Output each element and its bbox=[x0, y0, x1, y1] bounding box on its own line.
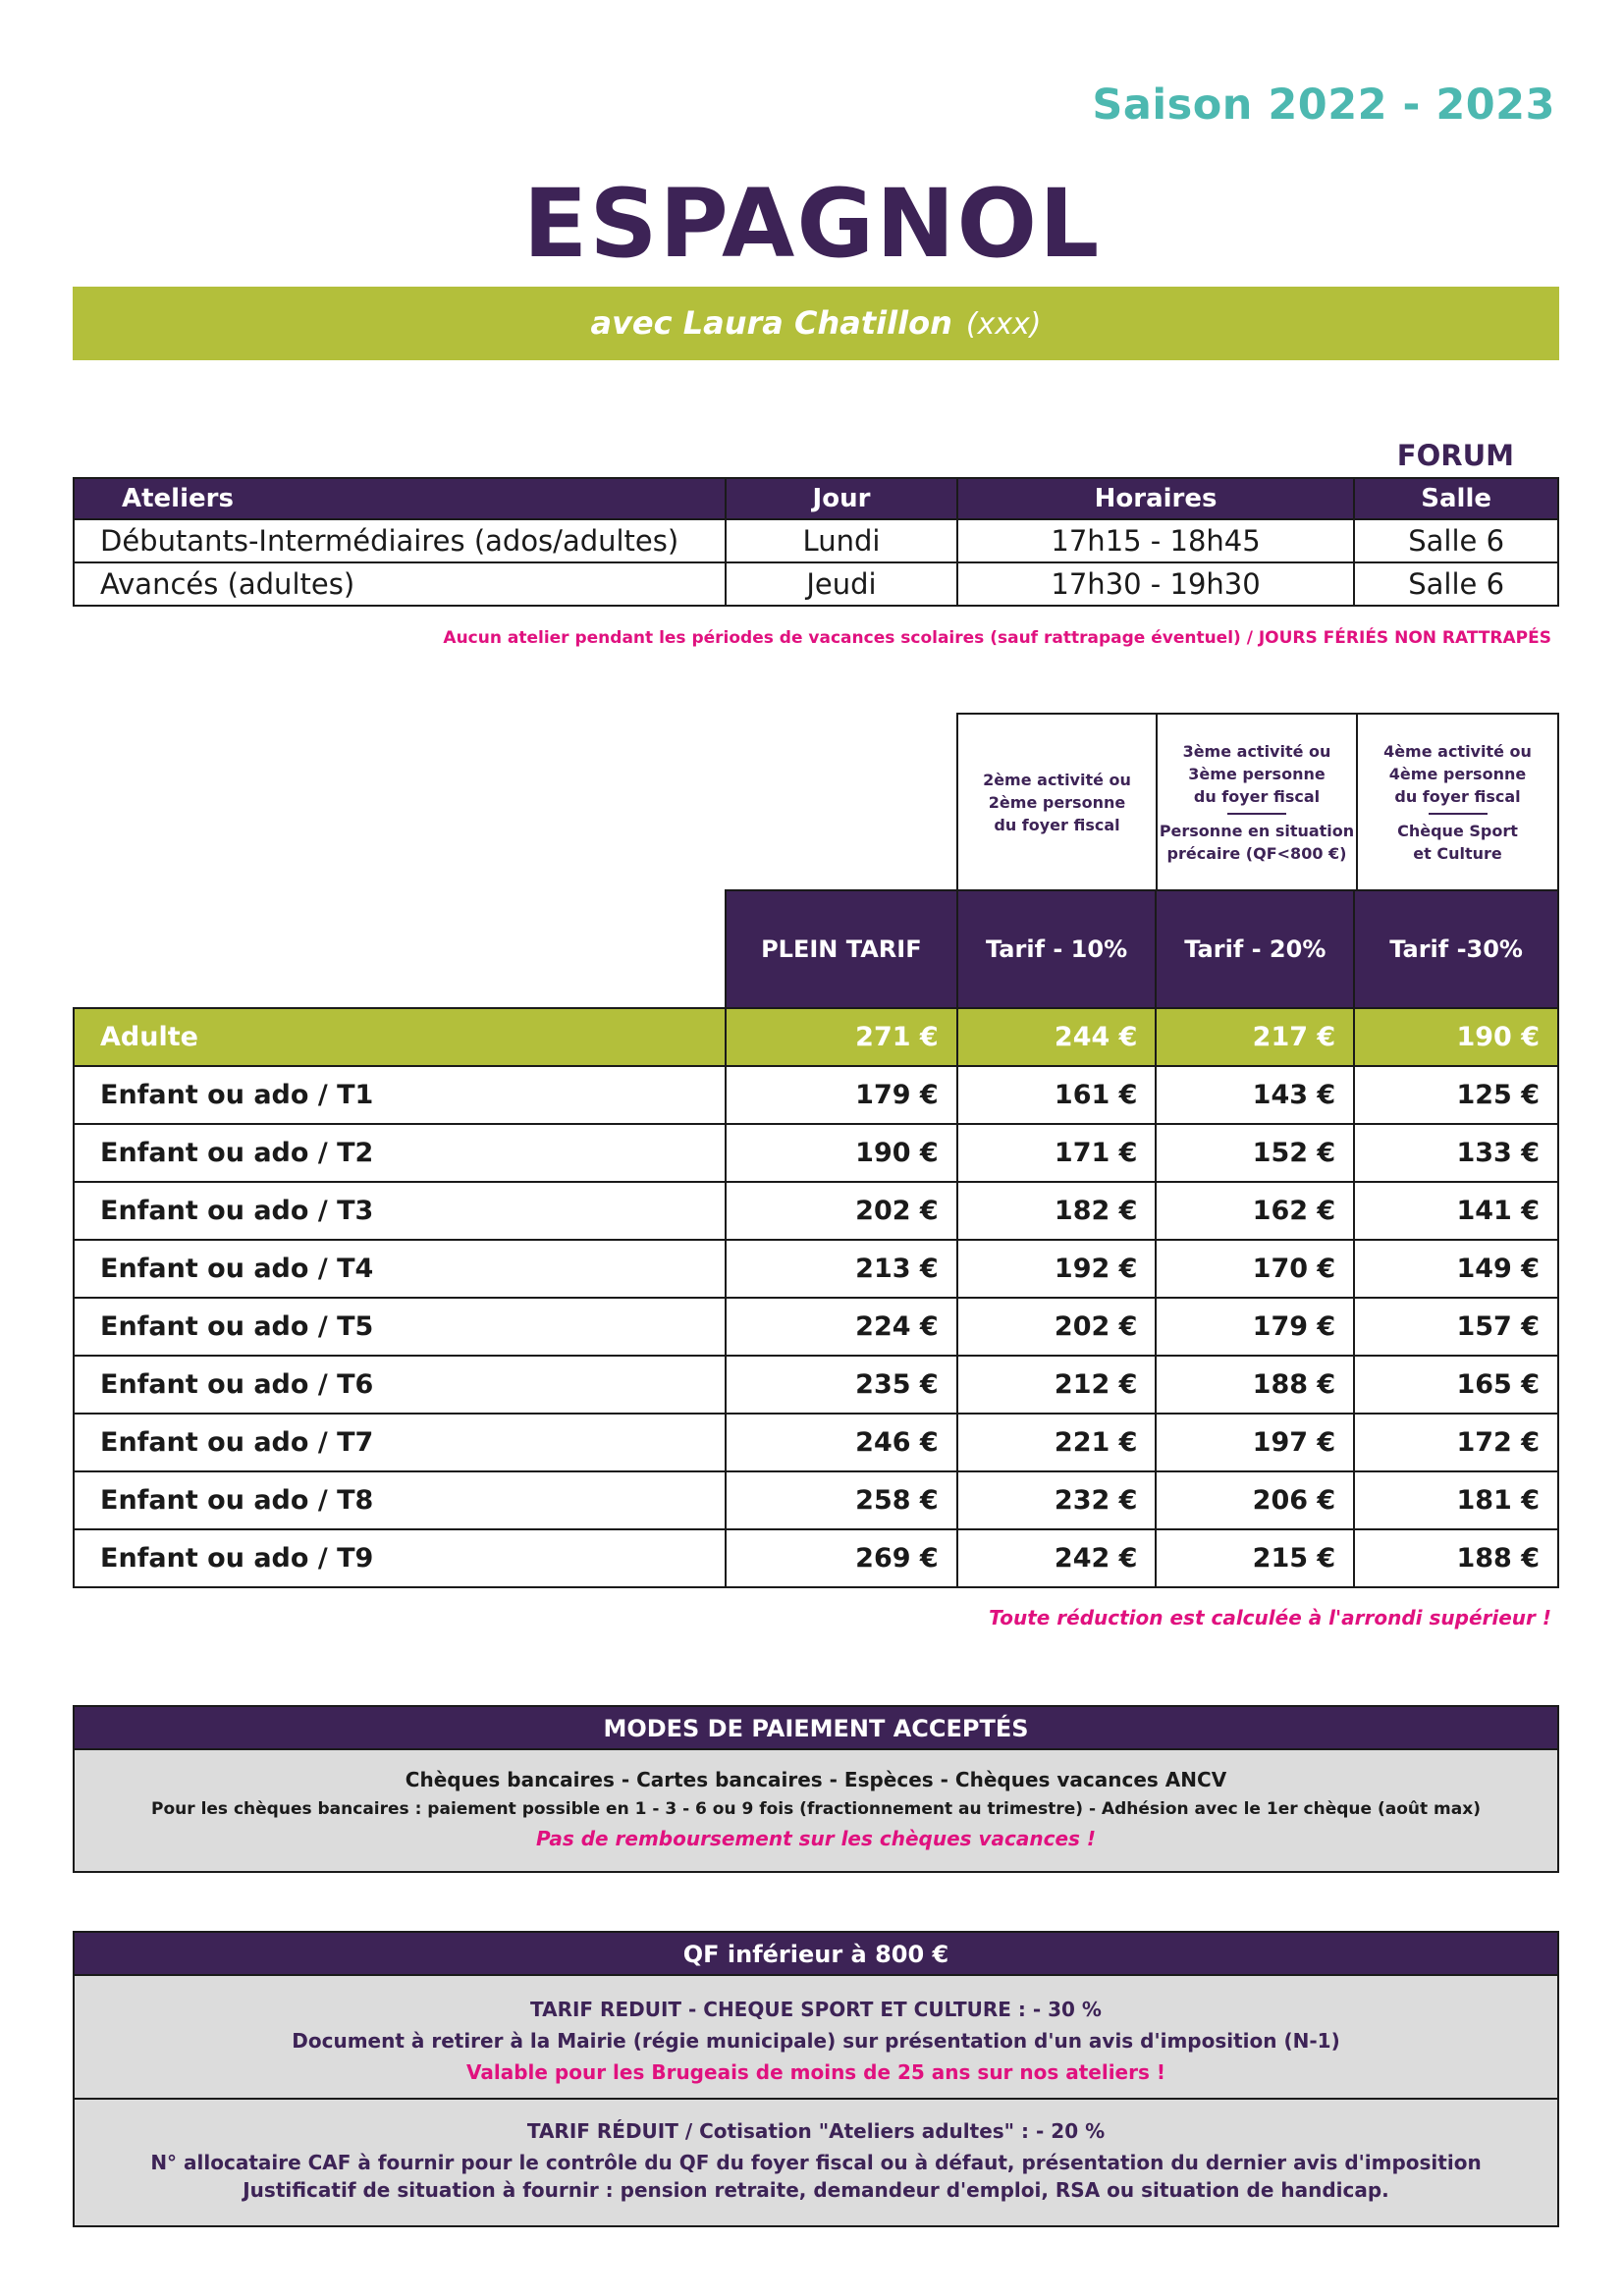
price-cell: 171 € bbox=[957, 1124, 1157, 1182]
price-row-label: Enfant ou ado / T2 bbox=[74, 1124, 726, 1182]
price-header: Tarif -30% bbox=[1354, 890, 1558, 1008]
rounding-note: Toute réduction est calculée à l'arrondi supérieur ! bbox=[989, 1606, 1551, 1629]
desc-line: 4ème activité ou bbox=[1383, 741, 1532, 761]
price-row-label: Enfant ou ado / T8 bbox=[74, 1471, 726, 1529]
price-cell: 242 € bbox=[957, 1529, 1157, 1587]
teacher-band bbox=[73, 287, 1559, 360]
desc-line: du foyer fiscal bbox=[1193, 786, 1321, 806]
price-cell: 246 € bbox=[726, 1414, 957, 1471]
price-row-label: Enfant ou ado / T4 bbox=[74, 1240, 726, 1298]
price-cell: 221 € bbox=[957, 1414, 1157, 1471]
payment-title: MODES DE PAIEMENT ACCEPTÉS bbox=[75, 1707, 1557, 1750]
payment-no-refund: Pas de remboursement sur les chèques vacances ! bbox=[535, 1827, 1097, 1850]
schedule-header: Jour bbox=[726, 478, 957, 519]
price-cell: 141 € bbox=[1354, 1182, 1558, 1240]
price-cell: 224 € bbox=[726, 1298, 957, 1356]
price-cell: 125 € bbox=[1354, 1066, 1558, 1124]
price-cell: 179 € bbox=[726, 1066, 957, 1124]
price-cell: 206 € bbox=[1156, 1471, 1354, 1529]
price-row-adult bbox=[74, 1008, 1558, 1066]
desc-line: 4ème personne bbox=[1388, 764, 1527, 783]
teacher-name: avec Laura Chatillon bbox=[590, 304, 952, 342]
price-row-label: Adulte bbox=[74, 1008, 726, 1066]
qf-s1-desc: Document à retirer à la Mairie (régie municipale) sur présentation d'un avis d'imposition (N-1) bbox=[292, 2029, 1340, 2053]
table-row bbox=[74, 562, 1558, 606]
price-cell: 197 € bbox=[1156, 1414, 1354, 1471]
desc-line: 2ème activité ou bbox=[983, 770, 1131, 789]
price-cell: 258 € bbox=[726, 1471, 957, 1529]
price-cell: 162 € bbox=[1156, 1182, 1354, 1240]
qf-box bbox=[73, 1931, 1559, 2227]
price-row-label: Enfant ou ado / T5 bbox=[74, 1298, 726, 1356]
price-cell: 133 € bbox=[1354, 1124, 1558, 1182]
table-row bbox=[74, 1124, 1558, 1182]
payment-cheque-info: Pour les chèques bancaires : paiement possible en 1 - 3 - 6 ou 9 fois (fractionnement au trimestre) - Adhésion avec le 1er chèque (août max) bbox=[151, 1799, 1481, 1819]
price-cell: 212 € bbox=[957, 1356, 1157, 1414]
price-cell: 165 € bbox=[1354, 1356, 1558, 1414]
price-row-label: Enfant ou ado / T7 bbox=[74, 1414, 726, 1471]
table-row bbox=[74, 1471, 1558, 1529]
season-label: Saison 2022 - 2023 bbox=[1092, 80, 1555, 130]
price-cell: 217 € bbox=[1156, 1008, 1354, 1066]
schedule-cell: Avancés (adultes) bbox=[74, 562, 726, 606]
discount-desc-col4 bbox=[1356, 713, 1559, 891]
price-table bbox=[73, 889, 1559, 1588]
qf-section-sport bbox=[75, 1976, 1557, 2100]
table-row bbox=[74, 1529, 1558, 1587]
price-cell: 143 € bbox=[1156, 1066, 1354, 1124]
price-cell: 179 € bbox=[1156, 1298, 1354, 1356]
qf-s2-desc1: N° allocataire CAF à fournir pour le contrôle du QF du foyer fiscal ou à défaut, présentation du dernier avis d'imposition bbox=[150, 2151, 1482, 2174]
price-row-label: Enfant ou ado / T3 bbox=[74, 1182, 726, 1240]
discount-desc-col3 bbox=[1156, 713, 1358, 891]
schedule-note: Aucun atelier pendant les périodes de vacances scolaires (sauf rattrapage éventuel) / JOURS FÉRIÉS NON RATTRAPÉS bbox=[443, 628, 1551, 648]
page-title: ESPAGNOL bbox=[522, 169, 1102, 279]
price-cell: 149 € bbox=[1354, 1240, 1558, 1298]
price-cell: 202 € bbox=[957, 1298, 1157, 1356]
price-cell: 188 € bbox=[1156, 1356, 1354, 1414]
table-row bbox=[74, 519, 1558, 562]
schedule-table bbox=[73, 477, 1559, 607]
table-row bbox=[74, 1182, 1558, 1240]
desc-line: Personne en situation bbox=[1159, 821, 1355, 840]
price-row-label: Enfant ou ado / T6 bbox=[74, 1356, 726, 1414]
schedule-header-row bbox=[74, 478, 1558, 519]
table-row bbox=[74, 1066, 1558, 1124]
price-header-row bbox=[74, 890, 1558, 1008]
qf-title: QF inférieur à 800 € bbox=[75, 1933, 1557, 1976]
price-row-label: Enfant ou ado / T9 bbox=[74, 1529, 726, 1587]
discount-desc-col2 bbox=[956, 713, 1158, 891]
price-cell: 188 € bbox=[1354, 1529, 1558, 1587]
table-row bbox=[74, 1298, 1558, 1356]
table-row bbox=[74, 1414, 1558, 1471]
price-cell: 161 € bbox=[957, 1066, 1157, 1124]
schedule-header: Salle bbox=[1354, 478, 1558, 519]
price-cell: 244 € bbox=[957, 1008, 1157, 1066]
price-cell: 190 € bbox=[726, 1124, 957, 1182]
desc-line: 2ème personne bbox=[988, 792, 1126, 812]
price-cell: 271 € bbox=[726, 1008, 957, 1066]
schedule-cell: 17h30 - 19h30 bbox=[957, 562, 1354, 606]
desc-separator bbox=[1227, 813, 1286, 815]
price-cell: 182 € bbox=[957, 1182, 1157, 1240]
table-row bbox=[74, 1240, 1558, 1298]
price-cell: 181 € bbox=[1354, 1471, 1558, 1529]
schedule-cell: 17h15 - 18h45 bbox=[957, 519, 1354, 562]
location-label: FORUM bbox=[1396, 439, 1514, 472]
price-row-label: Enfant ou ado / T1 bbox=[74, 1066, 726, 1124]
qf-s2-desc2: Justificatif de situation à fournir : pension retraite, demandeur d'emploi, RSA ou situation de handicap. bbox=[243, 2178, 1389, 2202]
price-header: Tarif - 10% bbox=[957, 890, 1157, 1008]
price-cell: 190 € bbox=[1354, 1008, 1558, 1066]
price-cell: 170 € bbox=[1156, 1240, 1354, 1298]
desc-line: du foyer fiscal bbox=[1394, 786, 1521, 806]
schedule-cell: Jeudi bbox=[726, 562, 957, 606]
table-row bbox=[74, 1356, 1558, 1414]
qf-s1-note: Valable pour les Brugeais de moins de 25 ans sur nos ateliers ! bbox=[466, 2060, 1165, 2084]
schedule-cell: Débutants-Intermédiaires (ados/adultes) bbox=[74, 519, 726, 562]
desc-line: précaire (QF<800 €) bbox=[1166, 843, 1347, 863]
price-cell: 157 € bbox=[1354, 1298, 1558, 1356]
schedule-cell: Lundi bbox=[726, 519, 957, 562]
price-cell: 269 € bbox=[726, 1529, 957, 1587]
schedule-cell: Salle 6 bbox=[1354, 519, 1558, 562]
price-cell: 215 € bbox=[1156, 1529, 1354, 1587]
price-header: PLEIN TARIF bbox=[726, 890, 957, 1008]
payment-box bbox=[73, 1705, 1559, 1873]
qf-s1-title: TARIF REDUIT - CHEQUE SPORT ET CULTURE : - 30 % bbox=[530, 1998, 1102, 2021]
desc-line: 3ème personne bbox=[1188, 764, 1326, 783]
schedule-header: Ateliers bbox=[74, 478, 726, 519]
price-header: Tarif - 20% bbox=[1156, 890, 1354, 1008]
price-cell: 213 € bbox=[726, 1240, 957, 1298]
payment-methods: Chèques bancaires - Cartes bancaires - Espèces - Chèques vacances ANCV bbox=[405, 1768, 1227, 1791]
price-cell: 232 € bbox=[957, 1471, 1157, 1529]
desc-separator bbox=[1429, 813, 1488, 815]
desc-line: du foyer fiscal bbox=[994, 815, 1120, 834]
price-cell: 152 € bbox=[1156, 1124, 1354, 1182]
price-cell: 235 € bbox=[726, 1356, 957, 1414]
teacher-extra: (xxx) bbox=[965, 307, 1042, 342]
schedule-cell: Salle 6 bbox=[1354, 562, 1558, 606]
desc-line: 3ème activité ou bbox=[1182, 741, 1331, 761]
qf-section-adults bbox=[75, 2100, 1557, 2202]
desc-line: Chèque Sport bbox=[1397, 821, 1518, 840]
price-header-empty bbox=[74, 890, 726, 1008]
qf-s2-title: TARIF RÉDUIT / Cotisation "Ateliers adultes" : - 20 % bbox=[526, 2119, 1106, 2143]
desc-line: et Culture bbox=[1413, 843, 1502, 863]
price-cell: 172 € bbox=[1354, 1414, 1558, 1471]
price-cell: 192 € bbox=[957, 1240, 1157, 1298]
price-cell: 202 € bbox=[726, 1182, 957, 1240]
schedule-header: Horaires bbox=[957, 478, 1354, 519]
